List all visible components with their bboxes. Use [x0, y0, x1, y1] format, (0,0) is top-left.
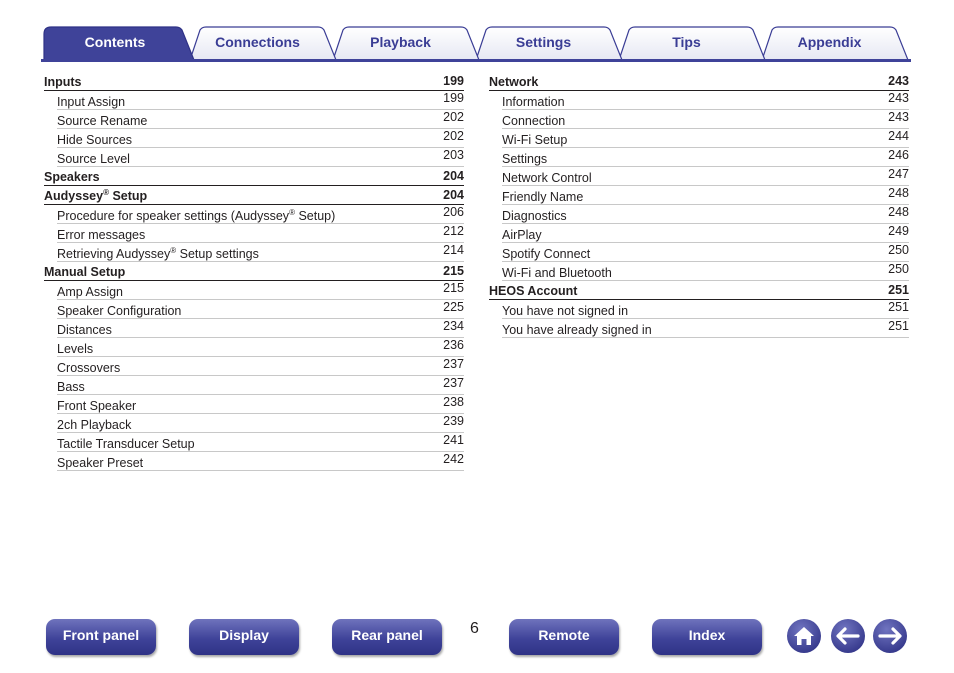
toc-page-number: 206 [443, 205, 464, 219]
toc-entry-label [502, 93, 565, 111]
toc-entry[interactable] [57, 414, 464, 433]
display-button[interactable]: Display [189, 619, 299, 655]
toc-page-number: 225 [443, 300, 464, 314]
toc-entry-label [57, 302, 181, 320]
toc-page-number: 199 [443, 74, 464, 88]
toc-page-number: 204 [443, 169, 464, 183]
toc-entry-text: Diagnostics [502, 209, 567, 223]
toc-entry-text: Wi-Fi Setup [502, 133, 568, 147]
toc-entry[interactable] [502, 110, 909, 129]
toc-entry-text: You have already signed in [502, 323, 652, 337]
toc-entry-label [57, 93, 125, 111]
toc-entry[interactable] [502, 148, 909, 167]
home-icon[interactable] [786, 618, 822, 654]
toc-entry-text: Manual Setup [44, 265, 126, 279]
rear-panel-button[interactable]: Rear panel [332, 619, 442, 655]
toc-page-number: 236 [443, 338, 464, 352]
toc-entry-text-suffix: Setup [108, 189, 148, 203]
toc-page-number: 241 [443, 433, 464, 447]
toc-entry-text: Hide Sources [57, 133, 133, 147]
toc-entry-label [57, 321, 112, 339]
toc-entry-text: Source Rename [57, 114, 148, 128]
toc-entry-label [57, 207, 335, 225]
toc-heading[interactable] [44, 167, 464, 186]
registered-mark: ® [289, 207, 295, 217]
toc-entry-text: You have not signed in [502, 304, 629, 318]
remote-button[interactable]: Remote [509, 619, 619, 655]
toc-page-number: 238 [443, 395, 464, 409]
toc-entry-text-suffix: Setup settings [176, 247, 259, 261]
toc-page-number: 212 [443, 224, 464, 238]
toc-entry[interactable] [57, 148, 464, 167]
toc-page-number: 202 [443, 129, 464, 143]
toc-heading[interactable] [44, 186, 464, 205]
toc-entry-label [44, 73, 82, 91]
toc-entry-label [502, 150, 547, 168]
toc-entry[interactable] [502, 186, 909, 205]
toc-entry-label [44, 187, 147, 205]
toc-page-number: 204 [443, 188, 464, 202]
toc-entry-text: Bass [57, 380, 85, 394]
toc-page-number: 202 [443, 110, 464, 124]
toc-page-number: 215 [443, 264, 464, 278]
toc-page-number: 234 [443, 319, 464, 333]
toc-page-number: 249 [888, 224, 909, 238]
toc-page-number: 248 [888, 186, 909, 200]
toc-entry-label [502, 188, 583, 206]
toc-entry-label [57, 378, 85, 396]
tab-playback[interactable]: Playback [370, 34, 431, 50]
toc-entry[interactable] [57, 357, 464, 376]
toc-page-number: 243 [888, 110, 909, 124]
toc-entry-text: Front Speaker [57, 399, 137, 413]
toc-entry[interactable] [57, 129, 464, 148]
toc-entry[interactable] [57, 338, 464, 357]
registered-mark: ® [103, 187, 109, 197]
toc-entry[interactable] [57, 110, 464, 129]
tab-bar [0, 0, 954, 64]
toc-entry[interactable] [57, 243, 464, 262]
toc-heading[interactable] [489, 281, 909, 300]
toc-entry[interactable] [57, 205, 464, 224]
front-panel-button[interactable]: Front panel [46, 619, 156, 655]
tab-tips[interactable]: Tips [672, 34, 701, 50]
toc-entry-label [489, 282, 577, 300]
toc-entry-label [489, 73, 538, 91]
toc-entry[interactable] [57, 300, 464, 319]
registered-mark: ® [170, 245, 177, 255]
toc-entry-text: Tactile Transducer Setup [57, 437, 195, 451]
tab-shapes [0, 0, 954, 64]
toc-entry-label [57, 226, 145, 244]
toc-entry-text: Retrieving Audyssey [57, 247, 171, 261]
toc-page-number: 248 [888, 205, 909, 219]
toc-entry-label [57, 397, 136, 415]
toc-entry-text: Procedure for speaker settings (Audyssey [57, 209, 290, 223]
toc-entry-label [502, 131, 567, 149]
toc-entry[interactable] [502, 243, 909, 262]
toc-entry-text: Spotify Connect [502, 247, 591, 261]
toc-entry-label [57, 245, 259, 263]
toc-entry-text: Crossovers [57, 361, 121, 375]
toc-page-number: 246 [888, 148, 909, 162]
toc-heading[interactable] [44, 72, 464, 91]
toc-entry-label [502, 207, 567, 225]
toc-entry[interactable] [502, 205, 909, 224]
toc-entry-text: Connection [502, 114, 566, 128]
toc-entry-text: AirPlay [502, 228, 542, 242]
toc-heading[interactable] [44, 262, 464, 281]
toc-page-number: 243 [888, 91, 909, 105]
toc-entry-text: Information [502, 95, 565, 109]
toc-entry-text: Network Control [502, 171, 592, 185]
tab-connections[interactable]: Connections [215, 34, 300, 50]
toc-page-number: 237 [443, 376, 464, 390]
forward-arrow-icon[interactable] [872, 618, 908, 654]
toc-entry[interactable] [57, 319, 464, 338]
toc-entry-text: Source Level [57, 152, 130, 166]
toc-entry-label [502, 321, 652, 339]
tab-settings[interactable]: Settings [515, 34, 572, 50]
toc-page-number: 237 [443, 357, 464, 371]
toc-page-number: 242 [443, 452, 464, 466]
toc-entry-label [57, 340, 93, 358]
toc-entry-label [502, 169, 592, 187]
toc-page-number: 250 [888, 243, 909, 257]
toc-page-number: 247 [888, 167, 909, 181]
toc-entry-text: Audyssey [44, 189, 104, 203]
toc-entry-label [44, 263, 125, 281]
toc-entry[interactable] [57, 224, 464, 243]
toc-entry-text: Inputs [44, 75, 82, 89]
toc-page-number: 214 [443, 243, 464, 257]
toc-entry[interactable] [502, 224, 909, 243]
toc-page-number: 251 [888, 283, 909, 297]
toc-entry[interactable] [57, 376, 464, 395]
toc-entry[interactable] [57, 433, 464, 452]
toc-entry-text: HEOS Account [489, 284, 578, 298]
toc-entry-text: Settings [502, 152, 548, 166]
toc-entry-text: Levels [57, 342, 94, 356]
toc-entry-text: Input Assign [57, 95, 126, 109]
toc-page-number: 239 [443, 414, 464, 428]
toc-entry[interactable] [502, 129, 909, 148]
toc-entry-label [502, 226, 542, 244]
toc-page-number: 203 [443, 148, 464, 162]
toc-entry-label [57, 131, 132, 149]
toc-entry-label [57, 454, 143, 472]
toc-entry-text-suffix: Setup) [294, 209, 336, 223]
toc-entry-text: 2ch Playback [57, 418, 132, 432]
index-button[interactable]: Index [652, 619, 762, 655]
toc-entry-label [502, 245, 590, 263]
toc-entry[interactable] [57, 452, 464, 471]
back-arrow-icon[interactable] [830, 618, 866, 654]
tab-contents[interactable]: Contents [84, 34, 146, 50]
toc-entry-label [57, 435, 195, 453]
toc-entry-label [57, 150, 130, 168]
toc-entry[interactable] [502, 319, 909, 338]
toc-entry-label [44, 168, 100, 186]
toc-page-number: 199 [443, 91, 464, 105]
toc-page-number: 215 [443, 281, 464, 295]
toc-entry-label [57, 283, 123, 301]
toc-entry-text: Amp Assign [57, 285, 124, 299]
toc-entry-label [57, 359, 120, 377]
toc-page-number: 250 [888, 262, 909, 276]
page-number: 6 [470, 620, 479, 637]
toc-entry-text: Wi-Fi and Bluetooth [502, 266, 612, 280]
toc-entry-text: Speaker Configuration [57, 304, 182, 318]
toc-entry[interactable] [57, 91, 464, 110]
toc-entry-label [502, 112, 565, 130]
toc-page-number: 244 [888, 129, 909, 143]
toc-entry[interactable] [57, 281, 464, 300]
toc-entry[interactable] [502, 167, 909, 186]
toc-right-column [489, 72, 909, 338]
tab-appendix[interactable]: Appendix [797, 34, 862, 50]
toc-page-number: 243 [888, 74, 909, 88]
toc-entry-label [57, 112, 147, 130]
toc-entry-text: Speaker Preset [57, 456, 144, 470]
toc-entry-text: Network [489, 75, 539, 89]
toc-heading[interactable] [489, 72, 909, 91]
toc-entry-label [502, 264, 612, 282]
toc-entry-text: Speakers [44, 170, 100, 184]
toc-entry-text: Error messages [57, 228, 146, 242]
toc-entry[interactable] [502, 300, 909, 319]
toc-entry-label [502, 302, 628, 320]
toc-entry[interactable] [502, 262, 909, 281]
toc-page-number: 251 [888, 319, 909, 333]
toc-entry-text: Distances [57, 323, 112, 337]
toc-entry[interactable] [502, 91, 909, 110]
toc-entry-text: Friendly Name [502, 190, 584, 204]
toc-entry-label [57, 416, 131, 434]
toc-entry[interactable] [57, 395, 464, 414]
toc-page-number: 251 [888, 300, 909, 314]
toc-left-column [44, 72, 464, 471]
